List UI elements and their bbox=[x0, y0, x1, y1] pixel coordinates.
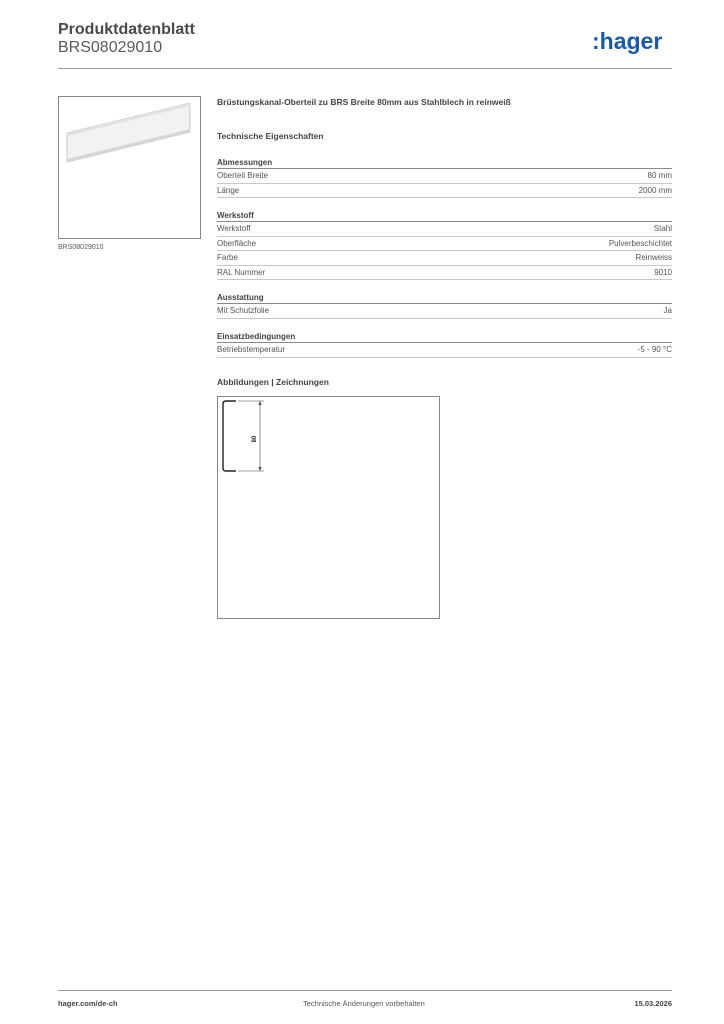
section-title: Abmessungen bbox=[217, 157, 672, 169]
product-code: BRS08029010 bbox=[58, 39, 163, 56]
logo-text: :hager bbox=[592, 28, 663, 54]
tech-properties-title: Technische Eigenschaften bbox=[217, 131, 324, 141]
section-equipment bbox=[217, 292, 672, 319]
spec-label: Oberteil Breite bbox=[217, 171, 269, 180]
spec-value: 80 mm bbox=[647, 171, 672, 180]
spec-label: Werkstoff bbox=[217, 224, 251, 233]
spec-row bbox=[217, 184, 672, 199]
spec-row bbox=[217, 304, 672, 319]
footer-website-link[interactable]: hager.com/de-ch bbox=[58, 999, 118, 1008]
section-title: Werkstoff bbox=[217, 210, 672, 222]
spec-label: Betriebstemperatur bbox=[217, 345, 286, 354]
spec-label: Farbe bbox=[217, 253, 238, 262]
spec-row bbox=[217, 222, 672, 237]
product-image-caption: BRS08029010 bbox=[58, 244, 104, 251]
section-dimensions bbox=[217, 157, 672, 198]
section-title: Ausstattung bbox=[217, 292, 672, 304]
spec-value: Pulverbeschichtet bbox=[608, 238, 672, 248]
dimension-label: 80 bbox=[252, 435, 258, 443]
spec-value: Stahl bbox=[653, 224, 672, 233]
spec-label: Oberfläche bbox=[217, 238, 257, 248]
section-material bbox=[217, 210, 672, 280]
spec-row bbox=[217, 237, 672, 252]
spec-value: 9010 bbox=[654, 267, 672, 277]
spec-row bbox=[217, 343, 672, 358]
page-title: Produktdatenblatt bbox=[58, 21, 195, 38]
footer-date: 15.03.2026 bbox=[634, 999, 672, 1008]
hager-logo bbox=[592, 27, 676, 57]
spec-value: -5 - 90 °C bbox=[637, 345, 672, 354]
product-image bbox=[58, 96, 201, 239]
spec-row bbox=[217, 251, 672, 266]
spec-label: Mit Schutzfolie bbox=[217, 306, 270, 315]
footer-divider bbox=[58, 990, 672, 991]
technical-drawing bbox=[217, 396, 440, 619]
section-conditions bbox=[217, 331, 672, 358]
footer-disclaimer: Technische Änderungen vorbehalten bbox=[303, 999, 425, 1008]
spec-label: Länge bbox=[217, 185, 240, 195]
spec-label: RAL Nummer bbox=[217, 267, 266, 277]
spec-value: 2000 mm bbox=[638, 185, 672, 195]
spec-row bbox=[217, 169, 672, 184]
spec-value: Reinweiss bbox=[635, 253, 672, 262]
product-description: Brüstungskanal-Oberteil zu BRS Breite 80mm aus Stahlblech in reinweiß bbox=[217, 97, 511, 107]
header-divider bbox=[58, 68, 672, 69]
spec-value: Ja bbox=[663, 306, 672, 315]
drawings-title: Abbildungen | Zeichnungen bbox=[217, 377, 329, 387]
spec-row bbox=[217, 266, 672, 281]
section-title: Einsatzbedingungen bbox=[217, 331, 672, 343]
